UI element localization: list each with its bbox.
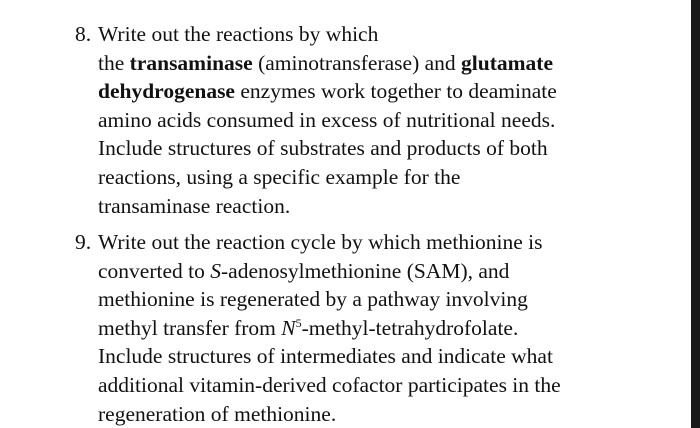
question-number: 8. [75,22,92,46]
question-8 [75,20,655,220]
question-text-line: Write out the reaction cycle by which methionine is [98,230,543,254]
page-edge-border [691,0,700,428]
bold-term: glutamate [461,50,553,75]
bold-term: dehydrogenase [98,79,235,104]
question-text-line: dehydrogenase enzymes work together to deaminate [98,79,557,104]
question-text-line: transaminase reaction. [98,193,291,218]
question-text-line: methionine is regenerated by a pathway involving [98,287,528,312]
question-text-line: the transaminase (aminotransferase) and glutamate [98,50,553,75]
question-number: 9. [75,230,92,254]
question-9 [75,228,655,428]
italic-symbol: S [210,258,221,283]
italic-symbol: N [281,315,296,340]
question-text-line: methyl transfer from $N^5-methyl$-tetrahydrofolate. [98,315,519,340]
question-text-line: converted to S-adenosylmethionine (SAM), and [98,258,510,283]
bold-term: transaminase [129,50,253,75]
question-text-line: amino acids consumed in excess of nutritional needs. [98,107,556,132]
question-text-line: regeneration of methionine. [98,401,337,426]
question-text-line: Write out the reactions by which [98,22,379,46]
question-text-line: reactions, using a specific example for the [98,164,461,189]
question-text-line: additional vitamin-derived cofactor participates in the [98,372,561,397]
question-text-line: Include structures of intermediates and indicate what [98,344,553,369]
question-text-line: Include structures of substrates and products of both [98,136,548,161]
superscript: 5 [295,315,302,330]
